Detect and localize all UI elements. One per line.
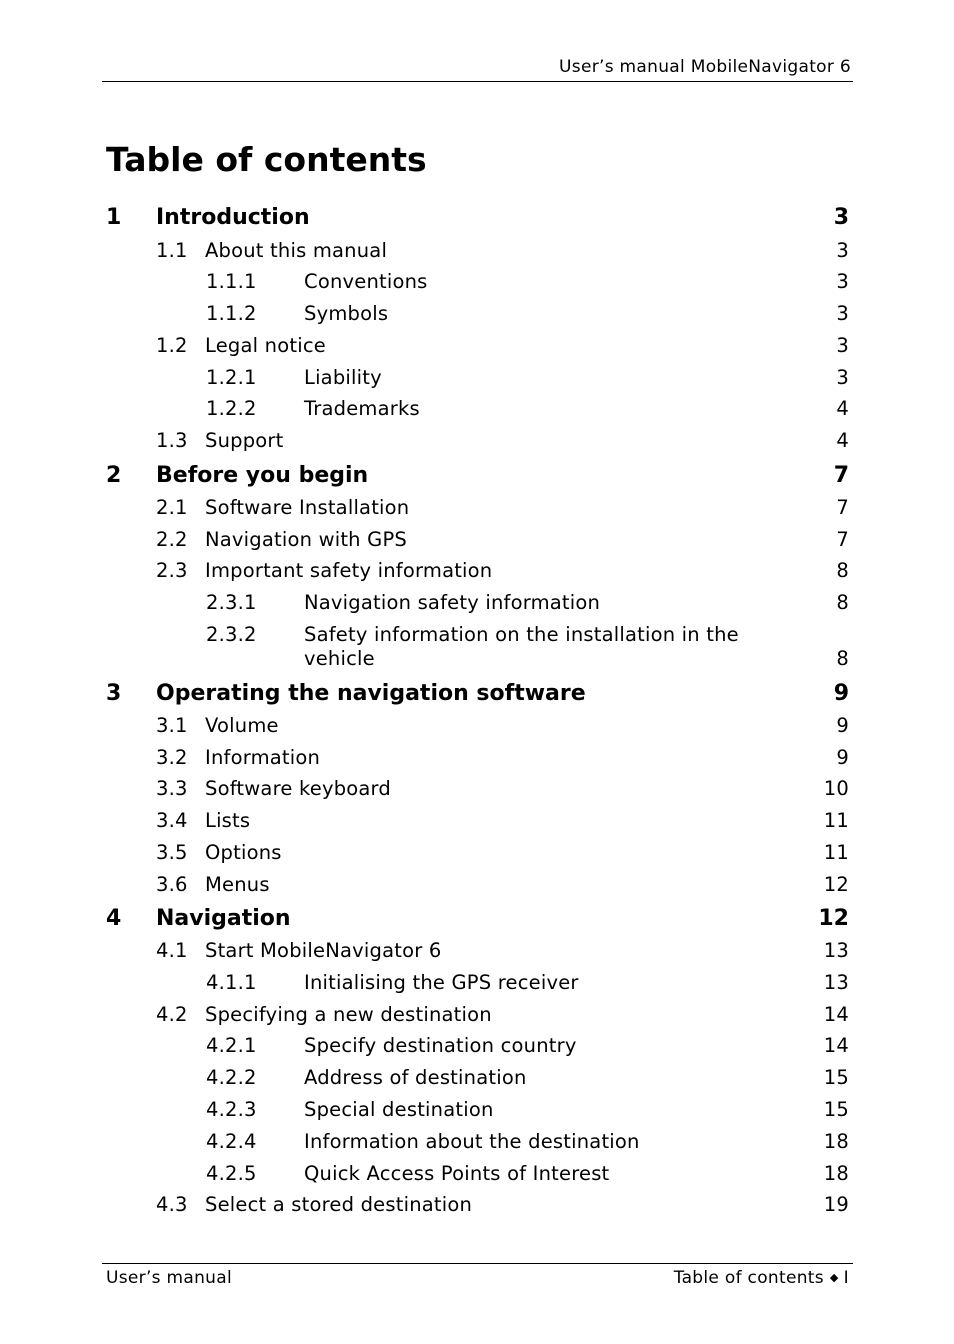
toc-number: 4.2.3	[206, 1098, 257, 1121]
toc-page-number: 9	[836, 746, 849, 769]
toc-number: 4.2.1	[206, 1034, 257, 1057]
toc-subsection-row[interactable]	[0, 1130, 954, 1156]
toc-number: 1.1	[156, 239, 188, 262]
toc-section-row[interactable]	[0, 528, 954, 554]
toc-title: Initialising the GPS receiver	[304, 971, 579, 994]
toc-title: Legal notice	[205, 334, 326, 357]
toc-page-number: 19	[823, 1193, 849, 1216]
toc-title: Options	[205, 841, 282, 864]
toc-number: 1	[106, 205, 122, 230]
toc-section-row[interactable]	[0, 334, 954, 360]
toc-title: Important safety information	[205, 559, 493, 582]
footer-section-label: Table of contents	[673, 1268, 824, 1288]
toc-page-number: 18	[823, 1130, 849, 1153]
toc-section-row[interactable]	[0, 746, 954, 772]
toc-number: 4.2.5	[206, 1162, 257, 1185]
toc-number: 2.2	[156, 528, 188, 551]
toc-title: Address of destination	[304, 1066, 527, 1089]
toc-number: 3.2	[156, 746, 188, 769]
toc-chapter-row[interactable]	[0, 906, 954, 936]
toc-page-number: 7	[833, 463, 849, 488]
toc-title: Navigation safety information	[304, 591, 601, 614]
toc-page-number: 15	[823, 1066, 849, 1089]
toc-title: Conventions	[304, 270, 428, 293]
toc-page-number: 3	[836, 334, 849, 357]
toc-number: 3.5	[156, 841, 188, 864]
toc-section-row[interactable]	[0, 939, 954, 965]
toc-section-row[interactable]	[0, 809, 954, 835]
toc-section-row[interactable]	[0, 1003, 954, 1029]
toc-page-number: 14	[823, 1003, 849, 1026]
toc-section-row[interactable]	[0, 873, 954, 899]
toc-subsection-row[interactable]	[0, 270, 954, 296]
toc-page-number: 18	[823, 1162, 849, 1185]
toc-number: 2.3.1	[206, 591, 257, 614]
toc-title: Specify destination country	[304, 1034, 577, 1057]
toc-title: Symbols	[304, 302, 389, 325]
toc-number: 2.1	[156, 496, 188, 519]
toc-title: Volume	[205, 714, 279, 737]
toc-page-number: 10	[823, 777, 849, 800]
toc-page-number: 8	[836, 559, 849, 582]
toc-page-number: 9	[836, 714, 849, 737]
toc-page-number: 3	[836, 239, 849, 262]
toc-number: 2	[106, 463, 122, 488]
diamond-icon: ◆	[829, 1270, 839, 1284]
toc-page-number: 15	[823, 1098, 849, 1121]
toc-section-row[interactable]	[0, 714, 954, 740]
toc-title: About this manual	[205, 239, 388, 262]
footer-left-text: User’s manual	[106, 1268, 232, 1288]
toc-title: Operating the navigation software	[156, 681, 586, 706]
toc-page-number: 14	[823, 1034, 849, 1057]
toc-title: Software keyboard	[205, 777, 392, 800]
toc-page-number: 9	[833, 681, 849, 706]
toc-subsection-row[interactable]	[0, 302, 954, 328]
toc-page-number: 4	[836, 429, 849, 452]
toc-number: 4.1	[156, 939, 188, 962]
toc-subsection-row[interactable]	[0, 591, 954, 617]
toc-subsection-row[interactable]	[0, 1066, 954, 1092]
toc-page-number: 3	[836, 302, 849, 325]
toc-number: 3.4	[156, 809, 188, 832]
toc-subsection-row[interactable]	[0, 397, 954, 423]
toc-title: Menus	[205, 873, 270, 896]
toc-title: Introduction	[156, 205, 310, 230]
toc-chapter-row[interactable]	[0, 681, 954, 711]
toc-page-number: 8	[836, 647, 849, 670]
toc-number: 2.3.2	[206, 623, 257, 646]
toc-title: Safety information on the installation in the vehicle	[304, 623, 739, 670]
toc-subsection-row[interactable]	[0, 366, 954, 392]
toc-title: Before you begin	[156, 463, 369, 488]
toc-title: Liability	[304, 366, 382, 389]
toc-number: 3.6	[156, 873, 188, 896]
toc-number: 1.2.1	[206, 366, 257, 389]
toc-page-number: 12	[823, 873, 849, 896]
page-title: Table of contents	[106, 140, 427, 179]
toc-section-row[interactable]	[0, 429, 954, 455]
toc-title: Specifying a new destination	[205, 1003, 492, 1026]
toc-subsection-row[interactable]	[0, 1162, 954, 1188]
toc-page-number: 11	[823, 841, 849, 864]
toc-title: Information	[205, 746, 321, 769]
toc-page-number: 3	[836, 366, 849, 389]
toc-title: Information about the destination	[304, 1130, 640, 1153]
toc-page-number: 8	[836, 591, 849, 614]
toc-title: Navigation	[156, 906, 291, 931]
toc-page-number: 13	[823, 939, 849, 962]
toc-title: Start MobileNavigator 6	[205, 939, 442, 962]
toc-subsection-row[interactable]	[0, 971, 954, 997]
toc-number: 1.3	[156, 429, 188, 452]
toc-title: Support	[205, 429, 284, 452]
toc-section-row[interactable]	[0, 239, 954, 265]
toc-subsection-row[interactable]	[0, 1098, 954, 1124]
toc-page-number: 7	[836, 528, 849, 551]
toc-number: 4.1.1	[206, 971, 257, 994]
toc-section-row[interactable]	[0, 841, 954, 867]
toc-section-row[interactable]	[0, 496, 954, 522]
toc-page-number: 3	[836, 270, 849, 293]
toc-subsection-row[interactable]	[0, 623, 954, 670]
toc-number: 4.2.4	[206, 1130, 257, 1153]
toc-page-number: 4	[836, 397, 849, 420]
footer-rule	[102, 1263, 853, 1264]
header-rule	[102, 81, 853, 82]
toc-title: Trademarks	[304, 397, 420, 420]
toc-number: 4	[106, 906, 122, 931]
toc-title: Quick Access Points of Interest	[304, 1162, 610, 1185]
toc-number: 4.2	[156, 1003, 188, 1026]
toc-page-number: 13	[823, 971, 849, 994]
toc-title: Special destination	[304, 1098, 494, 1121]
toc-page-number: 12	[818, 906, 849, 931]
toc-number: 3.1	[156, 714, 188, 737]
running-header: User’s manual MobileNavigator 6	[559, 57, 851, 77]
toc-title: Software Installation	[205, 496, 410, 519]
toc-subsection-row[interactable]	[0, 1034, 954, 1060]
toc-number: 3	[106, 681, 122, 706]
toc-section-row[interactable]	[0, 559, 954, 585]
footer-page-number: I	[843, 1268, 849, 1288]
toc-section-row[interactable]	[0, 1193, 954, 1219]
toc-number: 1.1.2	[206, 302, 257, 325]
toc-page-number: 3	[833, 205, 849, 230]
toc-page-number: 11	[823, 809, 849, 832]
toc-chapter-row[interactable]	[0, 205, 954, 235]
toc-number: 2.3	[156, 559, 188, 582]
toc-number: 4.3	[156, 1193, 188, 1216]
toc-number: 4.2.2	[206, 1066, 257, 1089]
footer-right	[674, 1268, 849, 1288]
toc-page-number: 7	[836, 496, 849, 519]
toc-number: 1.2	[156, 334, 188, 357]
toc-chapter-row[interactable]	[0, 463, 954, 493]
toc-title: Lists	[205, 809, 251, 832]
toc-title: Navigation with GPS	[205, 528, 407, 551]
toc-number: 1.1.1	[206, 270, 257, 293]
toc-title: Select a stored destination	[205, 1193, 473, 1216]
toc-number: 3.3	[156, 777, 188, 800]
toc-number: 1.2.2	[206, 397, 257, 420]
toc-section-row[interactable]	[0, 777, 954, 803]
